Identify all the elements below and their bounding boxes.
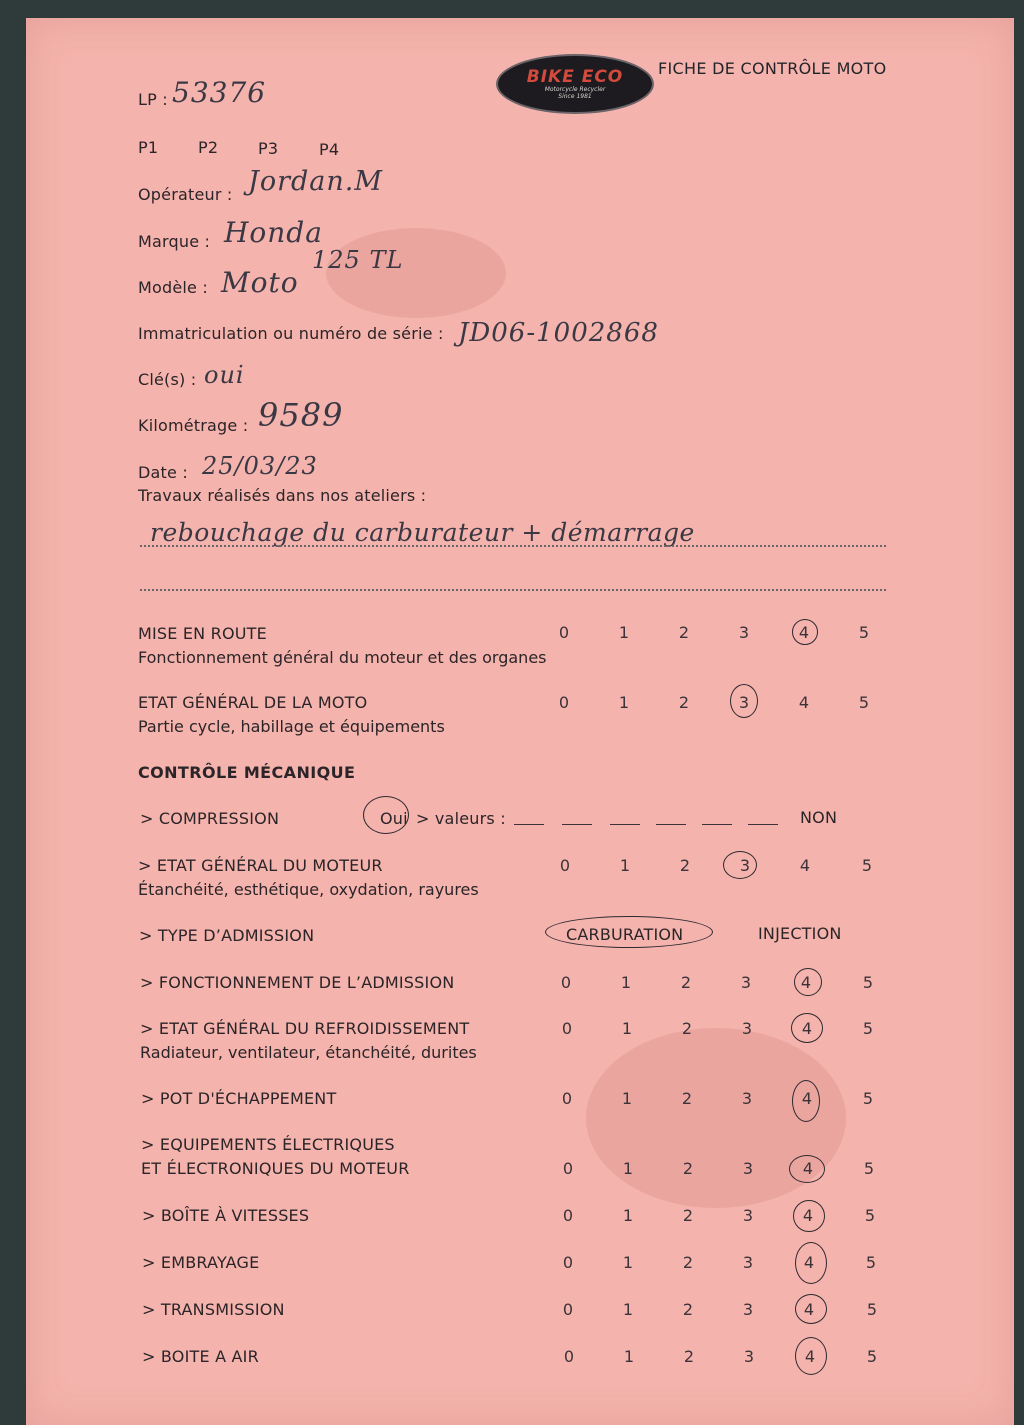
works-value: rebouchage du carburateur + démarrage [150,518,695,547]
scale-2: 2 [678,693,690,712]
value-blank [514,824,544,825]
model-extra-value: 125 TL [312,246,404,274]
keys-value: oui [204,361,245,389]
mech-row-title: > FONCTIONNEMENT DE L’ADMISSION [140,973,455,992]
scale-4: 4 [798,693,810,712]
works-label: Travaux réalisés dans nos ateliers : [138,486,427,505]
scale-2: 2 [682,1253,694,1272]
model-value: Moto [221,266,299,299]
scale-2: 2 [682,1159,694,1178]
mileage-value: 9589 [258,396,344,434]
scale-5: 5 [865,1253,877,1272]
scale-3: 3 [742,1253,754,1272]
scale-1: 1 [618,693,630,712]
value-blank [748,824,778,825]
value-blank [562,824,592,825]
selected-rating-circle [794,968,822,996]
scale-1: 1 [619,856,631,875]
scale-0: 0 [559,856,571,875]
scale-5: 5 [861,856,873,875]
engine-subtitle: Étanchéité, esthétique, oxydation, rayures [138,880,479,899]
scale-1: 1 [622,1206,634,1225]
operator-label: Opérateur : [138,185,233,204]
scale-5: 5 [864,1206,876,1225]
scale-5: 5 [862,1019,874,1038]
scale-3: 3 [738,693,750,712]
scale-5: 5 [858,623,870,642]
brand-value: Honda [224,216,323,249]
selected-rating-circle [792,619,818,645]
scale-1: 1 [622,1159,634,1178]
value-blank [702,824,732,825]
scale-3: 3 [738,623,750,642]
scale-1: 1 [620,973,632,992]
serial-value: JD06-1002868 [458,318,659,348]
compression-values-label: > valeurs : [416,809,506,828]
scale-4: 4 [802,1159,814,1178]
works-line-2 [140,589,886,591]
scale-4: 4 [801,1019,813,1038]
scale-0: 0 [560,973,572,992]
scale-2: 2 [678,623,690,642]
lp-value: 53376 [172,76,267,109]
control-sheet [26,18,1014,1425]
brand-label: Marque : [138,232,211,251]
bike-eco-logo [496,54,654,114]
selected-rating-circle [795,1294,827,1324]
scale-1: 1 [623,1347,635,1366]
scale-5: 5 [863,1159,875,1178]
selected-option-oval [363,796,409,834]
mech-row-title: > BOITE A AIR [142,1347,259,1366]
operator-value: Jordan.M [248,166,383,197]
logo-since: Since 1981 [558,93,592,100]
scale-1: 1 [622,1300,634,1319]
scale-4: 4 [798,623,810,642]
intake-option-carburation: CARBURATION [566,925,684,944]
keys-label: Clé(s) : [138,370,197,389]
scale-1: 1 [618,623,630,642]
rating-title-general: ETAT GÉNÉRAL DE LA MOTO [138,693,368,712]
works-line-1 [140,545,886,547]
mech-row-title: > TRANSMISSION [142,1300,285,1319]
scale-0: 0 [561,1019,573,1038]
mech-row-title: > POT D'ÉCHAPPEMENT [141,1089,337,1108]
position-p1: P1 [138,138,159,157]
scale-4: 4 [803,1300,815,1319]
lp-label: LP : [138,90,168,109]
selected-rating-circle [789,1155,825,1183]
scale-2: 2 [681,1019,693,1038]
scale-3: 3 [741,1089,753,1108]
scale-3: 3 [742,1300,754,1319]
scale-4: 4 [800,973,812,992]
scale-0: 0 [561,1089,573,1108]
rating-title-startup: MISE EN ROUTE [138,624,267,643]
mech-row-title: > EQUIPEMENTS ÉLECTRIQUES [141,1135,395,1154]
logo-text: BIKE ECO [526,67,624,87]
engine-label: > ETAT GÉNÉRAL DU MOTEUR [138,856,383,875]
scale-5: 5 [866,1347,878,1366]
selected-rating-circle [723,851,757,879]
model-label: Modèle : [138,278,208,297]
scale-5: 5 [858,693,870,712]
compression-no: NON [800,808,838,827]
scale-5: 5 [862,973,874,992]
scale-4: 4 [799,856,811,875]
section-title: CONTRÔLE MÉCANIQUE [138,763,356,782]
mech-row-subtitle: ET ÉLECTRONIQUES DU MOTEUR [141,1159,410,1178]
scale-0: 0 [562,1300,574,1319]
selected-rating-circle [730,684,758,718]
position-p4: P4 [319,140,340,159]
date-label: Date : [138,463,188,482]
scale-3: 3 [739,856,751,875]
intake-option-injection: INJECTION [758,924,842,943]
scale-4: 4 [801,1089,813,1108]
intake-label: > TYPE D’ADMISSION [139,926,315,945]
mech-row-title: > ETAT GÉNÉRAL DU REFROIDISSEMENT [140,1019,470,1038]
scale-1: 1 [621,1089,633,1108]
mileage-label: Kilométrage : [138,416,249,435]
scale-4: 4 [803,1253,815,1272]
scale-1: 1 [621,1019,633,1038]
scale-5: 5 [866,1300,878,1319]
scale-5: 5 [862,1089,874,1108]
selected-rating-circle [792,1080,820,1122]
scale-2: 2 [682,1206,694,1225]
selected-rating-circle [795,1337,827,1375]
selected-rating-circle [791,1013,823,1043]
scale-2: 2 [679,856,691,875]
selected-rating-circle [793,1200,825,1232]
compression-yes: Oui [380,809,408,828]
page-title: FICHE DE CONTRÔLE MOTO [658,59,887,78]
position-p3: P3 [258,139,279,158]
mech-row-subtitle: Radiateur, ventilateur, étanchéité, durites [140,1043,477,1062]
scale-1: 1 [622,1253,634,1272]
value-blank [610,824,640,825]
scale-3: 3 [742,1159,754,1178]
scale-3: 3 [741,1019,753,1038]
logo-subtext: Motorcycle Recycler [544,86,606,93]
scale-4: 4 [802,1206,814,1225]
scale-4: 4 [804,1347,816,1366]
rating-subtitle-general: Partie cycle, habillage et équipements [138,717,445,736]
selected-option-oval [545,916,713,948]
scale-2: 2 [683,1347,695,1366]
scale-3: 3 [743,1347,755,1366]
scale-2: 2 [681,1089,693,1108]
selected-rating-circle [795,1242,827,1284]
scale-0: 0 [558,623,570,642]
scale-0: 0 [562,1206,574,1225]
date-value: 25/03/23 [202,452,318,480]
value-blank [656,824,686,825]
rating-subtitle-startup: Fonctionnement général du moteur et des organes [138,648,547,667]
scale-2: 2 [682,1300,694,1319]
scale-2: 2 [680,973,692,992]
position-p2: P2 [198,138,219,157]
scale-0: 0 [563,1347,575,1366]
scale-0: 0 [562,1159,574,1178]
scale-0: 0 [558,693,570,712]
serial-label: Immatriculation ou numéro de série : [138,324,444,343]
scale-3: 3 [740,973,752,992]
mech-row-title: > EMBRAYAGE [142,1253,260,1272]
scale-3: 3 [742,1206,754,1225]
scale-0: 0 [562,1253,574,1272]
mech-row-title: > BOÎTE À VITESSES [142,1206,310,1225]
compression-label: > COMPRESSION [140,809,280,828]
